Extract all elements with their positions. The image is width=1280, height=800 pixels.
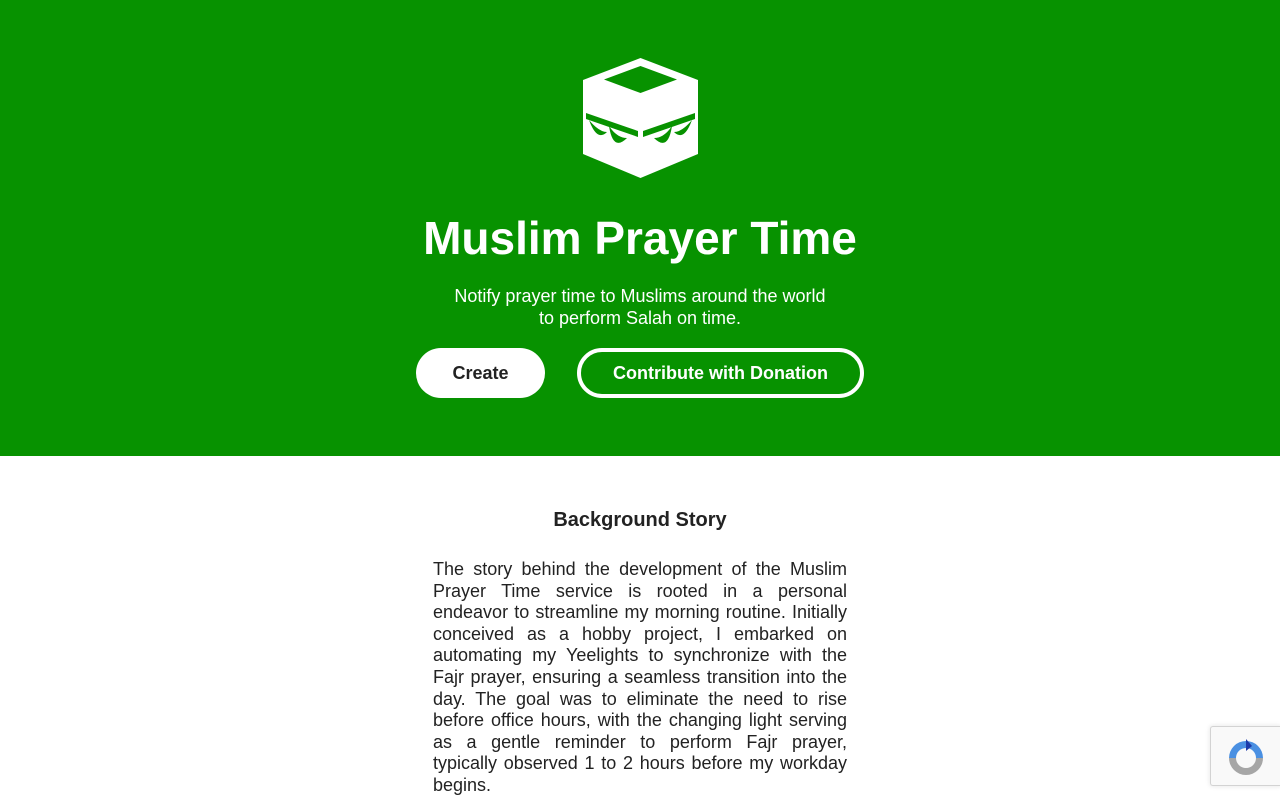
hero-subtitle-line-2: to perform Salah on time. [538,308,742,328]
page-title: Muslim Prayer Time [423,212,857,264]
hero-subtitle-line-1: Notify prayer time to Muslims around the world [454,286,826,306]
story-paragraph: The story behind the development of the Muslim Prayer Time service is rooted in a personal endeavor to streamline my morning routine. Initially conceived as a hobby project, I embarked on automating my Yeelights to synchronize with the Fajr prayer, ensuring a seamless transition into the day. The goal was to eliminate the need to rise before office hours, with the changing light serving as a gentle reminder to perform Fajr prayer, typically observed 1 to 2 hours before my workday begins. [433,559,847,795]
create-button[interactable]: Create [416,348,545,398]
section-heading: Background Story [553,509,727,531]
recaptcha-icon [1225,737,1267,779]
recaptcha-badge[interactable] [1210,726,1280,786]
contribute-donation-button[interactable]: Contribute with Donation [577,348,864,398]
hero-subtitle [0,285,1280,329]
kaaba-icon [583,58,698,178]
